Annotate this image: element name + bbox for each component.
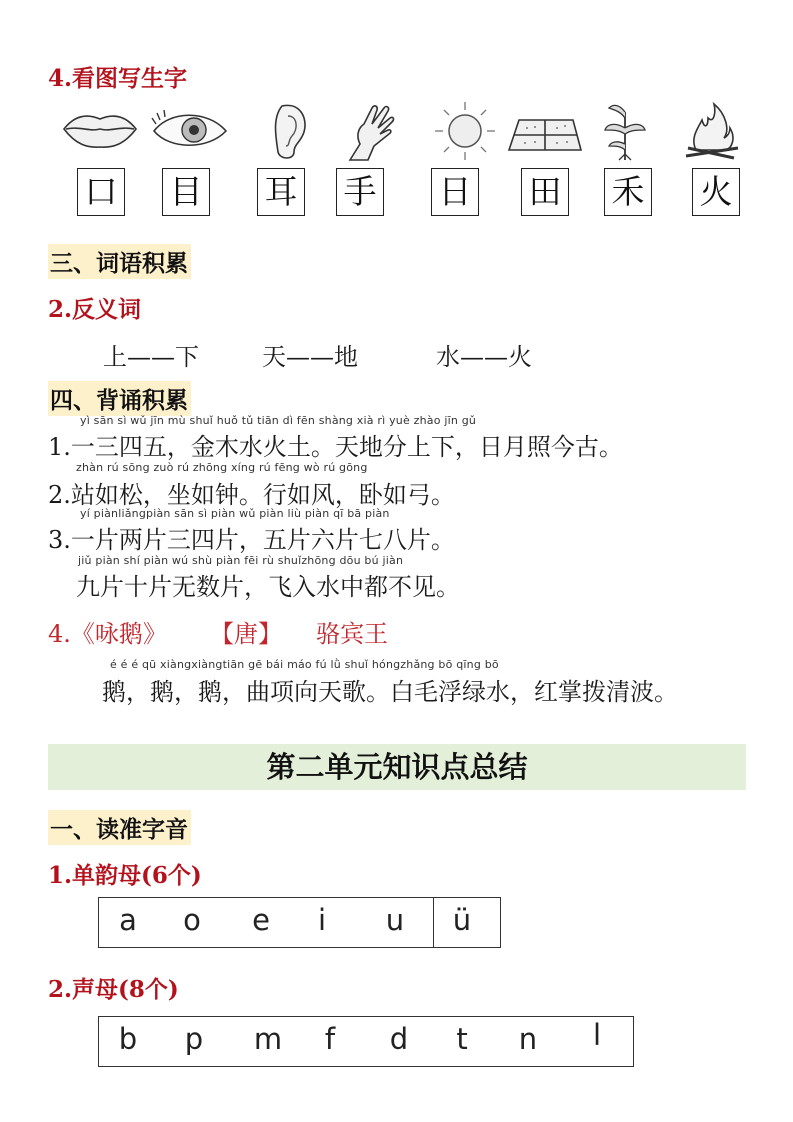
initial-letter: p bbox=[184, 1022, 204, 1056]
mouth-icon bbox=[60, 98, 140, 164]
poem-text: 鹅，鹅，鹅，曲项向天歌。白毛浮绿水，红掌拨清波。 bbox=[102, 678, 678, 706]
unit-banner: 第二单元知识点总结 bbox=[48, 744, 746, 790]
vowel-letter: ü bbox=[452, 903, 472, 937]
subsection-title-initials: 2.声母(8个) bbox=[48, 976, 179, 1003]
section-title-pronunciation: 一、读准字音 bbox=[48, 810, 191, 845]
pinyin-line: yì sān sì wǔ jīn mù shuǐ huǒ tǔ tiān dì fēn shàng xià rì yuè zhào jīn gǔ bbox=[80, 414, 477, 427]
poem-dynasty: 【唐】 bbox=[210, 620, 282, 648]
char-box: 手 bbox=[336, 168, 384, 216]
char-box: 火 bbox=[692, 168, 740, 216]
hand-icon bbox=[330, 98, 410, 164]
subsection-title-vowels: 1.单韵母(6个) bbox=[48, 862, 202, 889]
pinyin-line: yí piànliǎngpiàn sān sì piàn wǔ piàn liù piàn qī bā piàn bbox=[80, 507, 390, 520]
vowels-divider bbox=[433, 898, 434, 947]
char-box: 口 bbox=[77, 168, 125, 216]
vowels-box bbox=[98, 897, 501, 948]
initial-letter: l bbox=[592, 1018, 602, 1052]
recitation-line: 九片十片无数片，飞入水中都不见。 bbox=[76, 573, 460, 601]
pinyin-line: jiǔ piàn shí piàn wú shù piàn fēi rù shuǐzhōng dōu bú jiàn bbox=[78, 554, 404, 567]
vowel-letter: i bbox=[317, 903, 327, 937]
section-title-look-write: 4.看图写生字 bbox=[48, 65, 188, 92]
char-box: 禾 bbox=[604, 168, 652, 216]
initial-letter: d bbox=[389, 1022, 409, 1056]
eye-icon bbox=[150, 98, 230, 164]
initials-box bbox=[98, 1016, 634, 1067]
ear-icon bbox=[250, 98, 330, 164]
rice-plant-icon bbox=[585, 98, 665, 164]
field-icon bbox=[505, 98, 585, 164]
fire-icon bbox=[672, 98, 752, 164]
vowel-letter: o bbox=[183, 903, 201, 937]
subsection-title-antonyms: 2.反义词 bbox=[48, 296, 142, 323]
initial-letter: n bbox=[518, 1022, 538, 1056]
vowel-letter: a bbox=[119, 903, 137, 937]
char-box: 耳 bbox=[257, 168, 305, 216]
initial-letter: m bbox=[253, 1022, 283, 1056]
pinyin-line: zhàn rú sōng zuò rú zhōng xíng rú fēng wò rú gōng bbox=[76, 461, 368, 474]
char-box: 目 bbox=[162, 168, 210, 216]
section-title-vocabulary: 三、词语积累 bbox=[48, 244, 191, 279]
vowel-letter: u bbox=[385, 903, 405, 937]
antonym-pair: 天——地 bbox=[262, 343, 358, 371]
poem-author: 骆宾王 bbox=[316, 620, 388, 648]
recitation-line: 3.一片两片三四片，五片六片七八片。 bbox=[48, 526, 455, 554]
vowel-letter: e bbox=[252, 903, 270, 937]
char-box: 日 bbox=[431, 168, 479, 216]
antonym-pair: 水——火 bbox=[436, 343, 532, 371]
recitation-line: 2.站如松，坐如钟。行如风，卧如弓。 bbox=[48, 481, 455, 509]
recitation-line: 1.一三四五，金木水火土。天地分上下，日月照今古。 bbox=[48, 433, 623, 461]
initial-letter: f bbox=[324, 1022, 336, 1056]
initial-letter: t bbox=[456, 1022, 468, 1056]
sun-icon bbox=[425, 98, 505, 164]
initial-letter: b bbox=[118, 1022, 138, 1056]
poem-title: 4.《咏鹅》 bbox=[48, 620, 167, 648]
antonym-pair: 上——下 bbox=[103, 343, 199, 371]
pinyin-line: é é é qū xiàngxiàngtiān gē bái máo fú lǜ shuǐ hóngzhǎng bō qīng bō bbox=[110, 658, 499, 671]
char-box: 田 bbox=[521, 168, 569, 216]
section-title-recitation: 四、背诵积累 bbox=[48, 381, 191, 416]
